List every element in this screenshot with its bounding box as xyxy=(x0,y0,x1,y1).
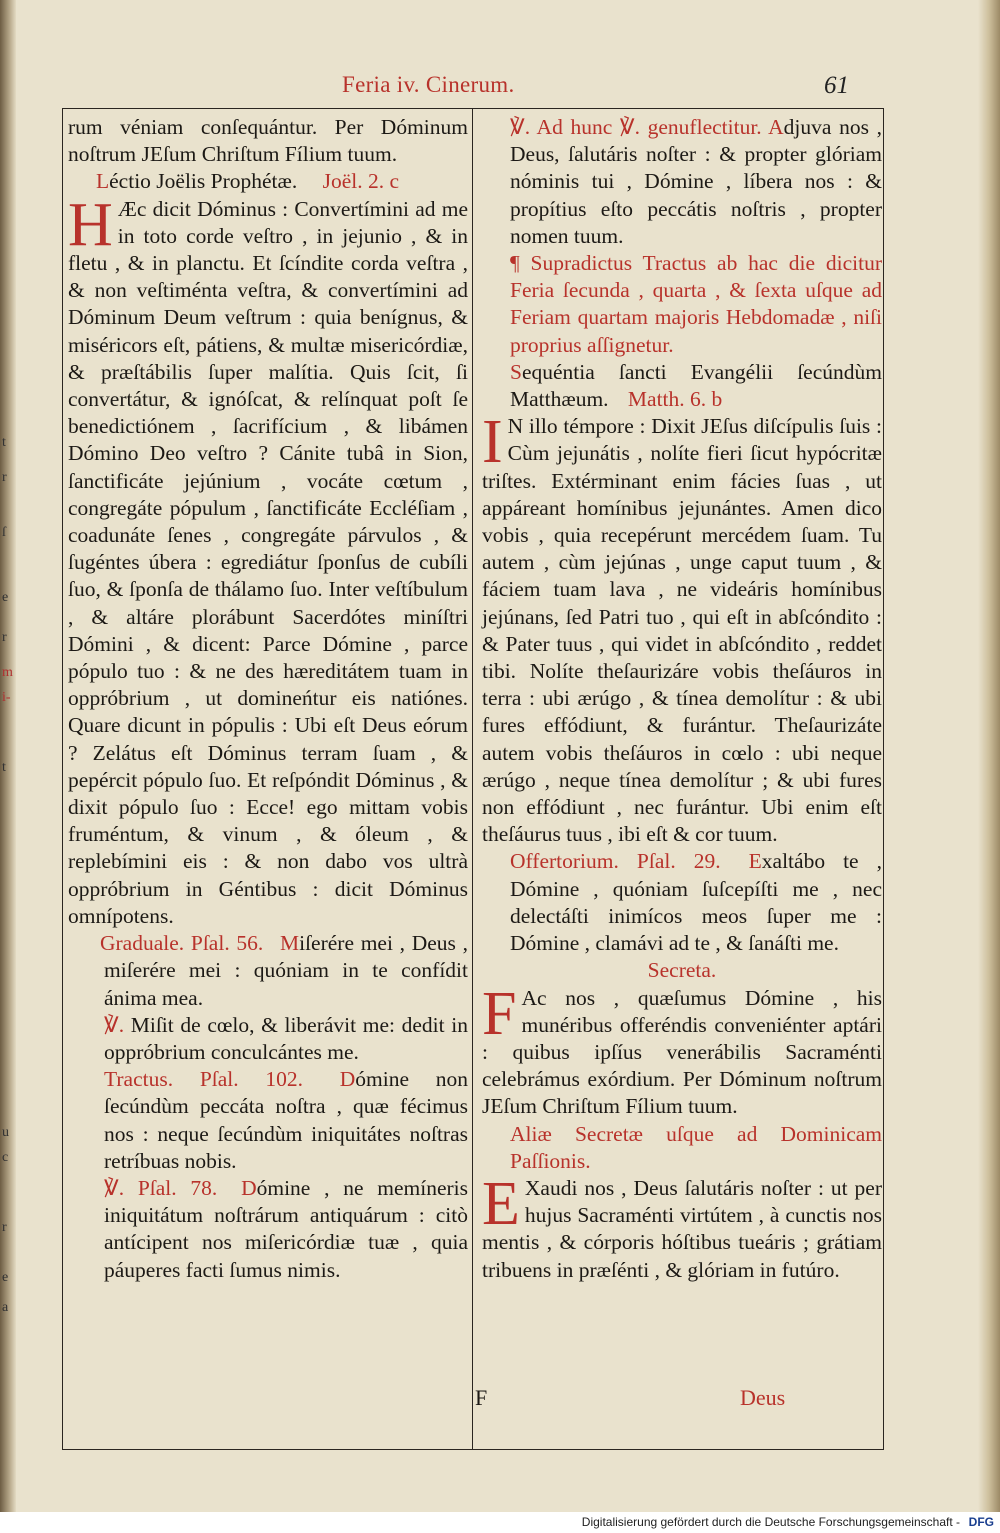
exaudi-body: Xaudi nos , Deus ſalutáris noſter : ut per hujus Sacraménti virtútem , à cunctis nos mentis , & córporis hóſtibus tueáris ; grátiam tribuens in præſénti , & glóriam in futúro. xyxy=(482,1175,882,1282)
drop-cap: E xyxy=(482,1169,520,1238)
offertorium-label: Offertorium. Pſal. 29. xyxy=(510,849,721,874)
sequentia-initial: S xyxy=(510,359,522,384)
rubric-note: ¶ Supradictus Tractus ab hac die dicitur Feria ſecunda , quarta , & ſexta uſque ad Feriam quartam majoris Hebdomadæ , niſi proprius aſſignetur. xyxy=(510,251,882,357)
graduale-text: iſerére mei , Deus , miſerére mei : quóniam in te confídit ánima mea. xyxy=(104,931,468,1010)
graduale xyxy=(68,930,468,1012)
catchword: Deus xyxy=(740,1385,786,1410)
margin-letter: e xyxy=(2,1270,9,1285)
offertorium-text: xaltábo te , Dómine , quóniam ſuſcepíſti me , nec delectáſti inimícos meos ſuper me : Dómine , clamávi ad te , & ſanáſti me. xyxy=(510,849,882,956)
sequentia-title: equéntia ſancti Evangélii ſecúndùm Matthæum. xyxy=(510,359,882,412)
sequentia-reference: Matth. 6. b xyxy=(627,387,723,412)
graduale-initial: M xyxy=(279,931,300,956)
lectio-heading xyxy=(68,168,468,195)
lectio-body: Æc dicit Dóminus : Convertímini ad me in toto corde veſtro , in jejunio , & in fletu , & in planctu. Et ſcíndite corda veſtra , & non veſtiménta veſtra, & convertímini ad Dóminum Deum veſtrum : quia benígnus, & miséricors eſt, pátiens, & multæ misericórdiæ, & præſtábilis ſuper malítia. Quis ſcit, ſi convertátur, & ignóſcat, & relínquat poſt ſe benedictiónem , ſacrifícium , & libámen Dómino Deo veſtro ? Cánite tubâ in Sion, ſanctificáte jejúnium , vocáte cœtum , congregáte pópulum , ſanctificáte Eccléſiam , coadunáte ſenes , congregáte párvulos , & ſugéntes úbera : egrediátur ſponſus de cubíli ſuo, & ſponſa de thálamo ſuo. Inter veſtíbulum , & altáre plorábunt Sacerdótes miníſtri Dómini , & dicent: Parce Dómine , parce pópulo tuo : & ne des hæreditátem tuam in oppróbrium , ut domineńtur eis natiónes. Quare dicunt in pópulis : Ubi eſt Deus eórum ? Zelátus eſt Dóminus terram ſuam , & pepércit pópulo ſuo. Et reſpóndit Dóminus , & dixit pópulo ſuo : Ecce! ego mittam vobis fruméntum, & vinum , & óleum , & replebímini eis : & non dabo vos ultrà oppróbrium in Géntibus : dicit Dóminus omnípotens. xyxy=(68,196,468,928)
versicle xyxy=(68,1012,468,1066)
page-edge-right xyxy=(978,0,1000,1512)
lectio-text xyxy=(68,190,468,930)
versicle-label: ℣. Pſal. 78. xyxy=(104,1175,218,1200)
genuflect-rubric: ℣. Ad hunc ℣. genuflectitur. xyxy=(510,115,762,139)
gospel-text xyxy=(482,408,882,848)
offertorium-initial: E xyxy=(748,849,762,874)
versicle xyxy=(68,1175,468,1284)
aliae-heading: Aliæ Secretæ uſque ad Dominicam Paſſionis. xyxy=(510,1121,882,1173)
exaudi-text xyxy=(482,1169,882,1284)
graduale-label: Graduale. Pſal. 56. xyxy=(100,931,264,956)
dfg-logo: DFG xyxy=(968,1515,994,1529)
drop-cap: H xyxy=(68,190,113,259)
drop-cap: I xyxy=(482,408,503,477)
versicle-initial: D xyxy=(241,1175,257,1200)
versicle-text: Miſit de cœlo, & liberávit me: dedit in oppróbrium conculcántes me. xyxy=(104,1012,468,1064)
margin-letter: t xyxy=(2,435,6,450)
lectio-initial: L xyxy=(96,169,110,194)
adjuva-text: djuva nos , Deus, ſalutáris noſter : & propter glóriam nóminis tui , Dómine , líbera nos : & propítius eſto peccátis noſtris , propter nomen tuum. xyxy=(510,115,882,248)
signature-mark: F xyxy=(475,1385,488,1410)
right-column xyxy=(482,114,882,1284)
tractus-initial: D xyxy=(339,1067,356,1092)
margin-letter: ſ xyxy=(2,525,6,540)
gospel-body: N illo témpore : Dixit JEſus diſcípulis ſuis : Cùm jejunátis , nolíte fieri ſicut hypócritæ triſtes. Extérminant enim fácies ſuas , ut appáreant homínibus jejunántes. Amen dico vobis , quia recepérunt mercédem ſuam. Tu autem , cùm jejúnas , unge caput tuum , & fáciem tuam lava , ne videáris homínibus jejúnans, ſed Patri tuo , qui eſt in abſcóndito : & Pater tuus , qui videt in abſcóndito , reddet tibi. Nolíte theſaurizáre vobis theſáuros in terra : ubi ærúgo , & tínea demolítur : & ubi fures effódiunt, & furántur. Theſaurizáte autem vobis theſáuros in cœlo : ubi neque ærúgo , neque tínea demolítur ; & ubi fures non effódiunt , nec furántur. Ubi enim eſt theſáurus tuus , ibi eſt & cor tuum. xyxy=(482,414,882,847)
tractus-text: ómine non ſecúndùm peccáta noſtra , quæ fécimus nos : neque ſecúndùm iniquitátes noſtras retríbuas nobis. xyxy=(104,1067,468,1173)
margin-letter: r xyxy=(2,1220,7,1235)
secreta-text xyxy=(482,979,882,1121)
margin-letter: t xyxy=(2,760,6,775)
tractus-label: Tractus. Pſal. 102. xyxy=(104,1067,303,1092)
offertorium xyxy=(482,848,882,957)
drop-cap: F xyxy=(482,979,517,1048)
margin-letter: r xyxy=(2,470,7,485)
tractus xyxy=(68,1066,468,1175)
margin-letter: i- xyxy=(2,690,11,705)
margin-letter: m xyxy=(2,665,13,680)
closing-prayer: rum véniam conſequántur. Per Dóminum noſtrum JEſum Chriſtum Fílium tuum. xyxy=(68,115,468,167)
page-number: 61 xyxy=(824,72,849,99)
lectio-reference: Joël. 2. c xyxy=(322,169,400,194)
margin-letter: a xyxy=(2,1300,9,1315)
lectio-title: éctio Joëlis Prophétæ. xyxy=(109,169,298,194)
margin-letter: e xyxy=(2,590,9,605)
sequentia-heading xyxy=(482,359,882,413)
versicle-sign: ℣. xyxy=(104,1012,125,1037)
running-title: Feria iv. Cinerum. xyxy=(342,72,515,97)
versicle-text: ómine , ne memíneris iniquitátum noſtrárum antiquárum : citò antícipent nos miſericórdiæ tuæ , quia páuperes facti ſumus nimis. xyxy=(104,1175,469,1282)
footer-credit: Digitalisierung gefördert durch die Deutsche Forschungsgemeinschaft - xyxy=(581,1515,960,1529)
margin-letter: r xyxy=(2,630,7,645)
left-column xyxy=(68,114,468,1284)
margin-letter: u xyxy=(2,1125,9,1140)
secreta-body: Ac nos , quæſumus Dómine , his munéribus offeréndis conveniénter aptári : quibus ipſíus venerábilis Sacraménti celebrámus exórdium. Per Dóminum noſtrum JEſum Chriſtum Fílium tuum. xyxy=(482,985,882,1119)
digitization-footer xyxy=(0,1512,1000,1533)
genuflect-line xyxy=(482,114,882,250)
margin-letter: c xyxy=(2,1150,9,1165)
secreta-heading: Secreta. xyxy=(647,958,717,983)
adjuva-initial: A xyxy=(768,115,784,139)
column-divider xyxy=(472,108,473,1450)
